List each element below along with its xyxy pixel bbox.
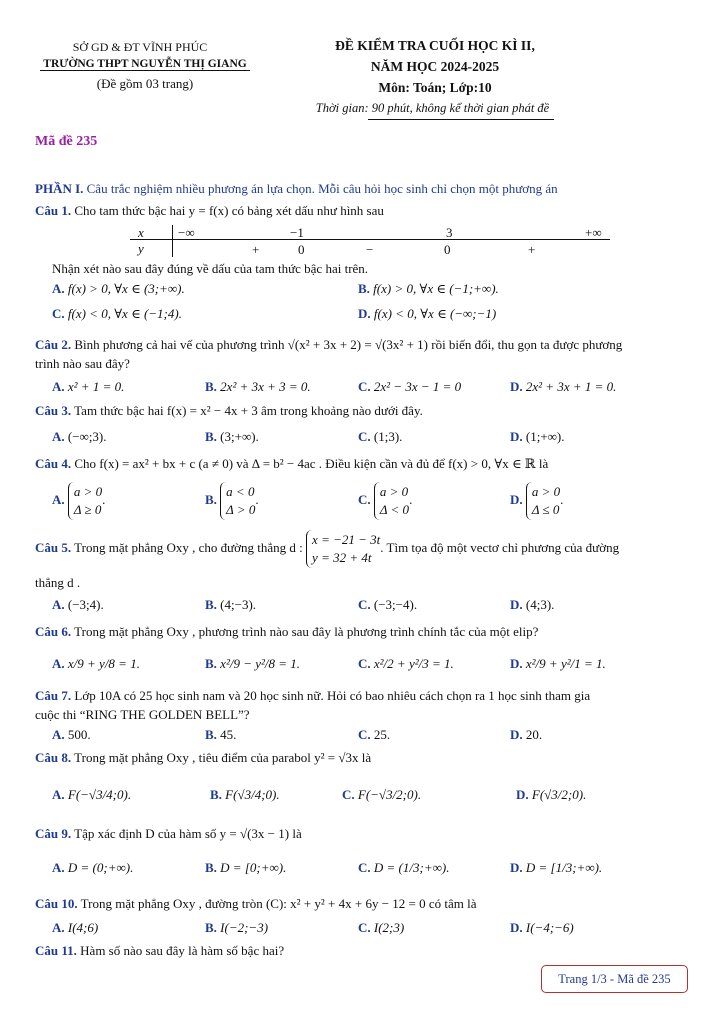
option-d: D. f(x) < 0, ∀x ∈ (−∞;−1): [358, 306, 497, 321]
school-name: TRƯỜNG THPT NGUYỄN THỊ GIANG: [40, 58, 250, 71]
option-c: C. (−3;−4).: [358, 597, 418, 612]
option-b: B. (4;−3).: [205, 597, 257, 612]
option-a: A. 500.: [52, 727, 91, 742]
option-b: B. a < 0 Δ > 0.: [205, 482, 259, 520]
option-a: A. F(−√3/4;0).: [52, 787, 132, 802]
y-label: y: [138, 241, 144, 256]
option-d: D. a > 0 Δ ≤ 0.: [510, 482, 563, 520]
x-value: −1: [290, 225, 304, 240]
option-c: C. (1;3).: [358, 429, 403, 444]
option-b: B. 2x² + 3x + 3 = 0.: [205, 379, 311, 394]
time-underline: [368, 119, 554, 120]
option-a: A. D = (0;+∞).: [52, 860, 134, 875]
question-6: Câu 6. Trong mặt phẳng Oxy , phương trình nào sau đây là phương trình chính tắc của một elip?: [35, 624, 539, 639]
option-b: B. 45.: [205, 727, 237, 742]
option-a: A. x/9 + y/8 = 1.: [52, 656, 140, 671]
y-sign: +: [528, 242, 536, 257]
option-b: B. (3;+∞).: [205, 429, 259, 444]
school-year: NĂM HỌC 2024-2025: [370, 59, 500, 74]
question-1: [35, 203, 384, 219]
question-text-cont: cuộc thi “RING THE GOLDEN BELL”?: [35, 707, 250, 722]
question-text: Cho tam thức bậc hai y = f(x) có bảng xét dấu như hình sau: [71, 203, 384, 218]
option-d: D. 2x² + 3x + 1 = 0.: [510, 379, 617, 394]
part-label: PHẦN I.: [35, 181, 84, 196]
x-value: +∞: [585, 225, 602, 240]
option-a: A. I(4;6): [52, 920, 99, 935]
option-c: C. 25.: [358, 727, 391, 742]
option-a: A. (−∞;3).: [52, 429, 107, 444]
option-c: C. F(−√3/2;0).: [342, 787, 422, 802]
option-b: B. I(−2;−3): [205, 920, 269, 935]
question-7: Câu 7. Lớp 10A có 25 học sinh nam và 20 học sinh nữ. Hỏi có bao nhiêu cách chọn ra 1 học sinh tham gia: [35, 688, 591, 703]
option-d: D. (1;+∞).: [510, 429, 565, 444]
pages-note: (Đề gồm 03 trang): [96, 76, 194, 91]
option-b: B. D = [0;+∞).: [205, 860, 287, 875]
question-9: Câu 9. Tập xác định D của hàm số y = √(3x − 1) là: [35, 826, 302, 841]
option-d: D. I(−4;−6): [510, 920, 574, 935]
option-c: C. x²/2 + y²/3 = 1.: [358, 656, 454, 671]
option-b: B. x²/9 − y²/8 = 1.: [205, 656, 301, 671]
exam-title: ĐỀ KIỂM TRA CUỐI HỌC KÌ II,: [335, 38, 535, 53]
option-b: B. f(x) > 0, ∀x ∈ (−1;+∞).: [358, 281, 499, 296]
y-sign: −: [366, 242, 374, 257]
option-d: D. 20.: [510, 727, 543, 742]
option-a: A. (−3;4).: [52, 597, 104, 612]
option-c: C. f(x) < 0, ∀x ∈ (−1;4).: [52, 306, 182, 321]
option-a: A. f(x) > 0, ∀x ∈ (3;+∞).: [52, 281, 185, 296]
question-5: Câu 5. Trong mặt phẳng Oxy , cho đường thẳng d : x = −21 − 3t y = 32 + 4t. Tìm tọa độ một vectơ chỉ phương của đường: [35, 530, 619, 568]
option-a: A. a > 0 Δ ≥ 0.: [52, 482, 105, 520]
sign-table: [130, 225, 610, 257]
question-11: Câu 11. Hàm số nào sau đây là hàm số bậc hai?: [35, 943, 285, 958]
part-text: Câu trắc nghiệm nhiều phương án lựa chọn. Mỗi câu hỏi học sinh chỉ chọn một phương án: [83, 181, 558, 196]
option-d: D. (4;3).: [510, 597, 555, 612]
page-footer: Trang 1/3 - Mã đề 235: [541, 965, 688, 993]
question-2: Câu 2. Bình phương cả hai vế của phương trình √(x² + 3x + 2) = √(3x² + 1) rồi biến đổi, thu gọn ta được phương: [35, 337, 623, 352]
question-label: Câu 1.: [35, 203, 72, 218]
option-b: B. F(√3/4;0).: [210, 787, 280, 802]
sign-table-vline: [172, 225, 173, 257]
part-heading: [35, 181, 558, 197]
department-name: SỞ GD & ĐT VĨNH PHÚC: [72, 40, 208, 54]
option-a: A. x² + 1 = 0.: [52, 379, 125, 394]
subject: Môn: Toán; Lớp:10: [378, 80, 492, 95]
x-label: x: [138, 225, 144, 240]
question-10: Câu 10. Trong mặt phẳng Oxy , đường tròn (C): x² + y² + 4x + 6y − 12 = 0 có tâm là: [35, 896, 477, 911]
y-sign: 0: [298, 242, 305, 257]
option-c: C. 2x² − 3x − 1 = 0: [358, 379, 462, 394]
exam-time: Thời gian: 90 phút, không kể thời gian phát đề: [315, 101, 550, 115]
sign-table-divider: [130, 239, 610, 240]
question-4: Câu 4. Cho f(x) = ax² + bx + c (a ≠ 0) và Δ = b² − 4ac . Điều kiện cần và đủ để f(x) > 0, ∀x ∈ ℝ là: [35, 456, 549, 471]
exam-code: Mã đề 235: [35, 134, 98, 149]
y-sign: +: [252, 242, 260, 257]
option-d: D. F(√3/2;0).: [516, 787, 587, 802]
question-text-cont: trình nào sau đây?: [35, 356, 130, 371]
y-sign: 0: [444, 242, 451, 257]
question-text-cont: Nhận xét nào sau đây đúng về dấu của tam thức bậc hai trên.: [52, 261, 369, 276]
option-c: C. D = (1/3;+∞).: [358, 860, 450, 875]
x-value: −∞: [178, 225, 195, 240]
x-value: 3: [446, 225, 453, 240]
option-d: D. D = [1/3;+∞).: [510, 860, 603, 875]
option-d: D. x²/9 + y²/1 = 1.: [510, 656, 606, 671]
question-text-cont: thẳng d .: [35, 575, 81, 590]
question-8: Câu 8. Trong mặt phẳng Oxy , tiêu điểm của parabol y² = √3x là: [35, 750, 372, 765]
option-c: C. I(2;3): [358, 920, 405, 935]
question-3: Câu 3. Tam thức bậc hai f(x) = x² − 4x + 3 âm trong khoảng nào dưới đây.: [35, 403, 423, 418]
option-c: C. a > 0 Δ < 0.: [358, 482, 412, 520]
